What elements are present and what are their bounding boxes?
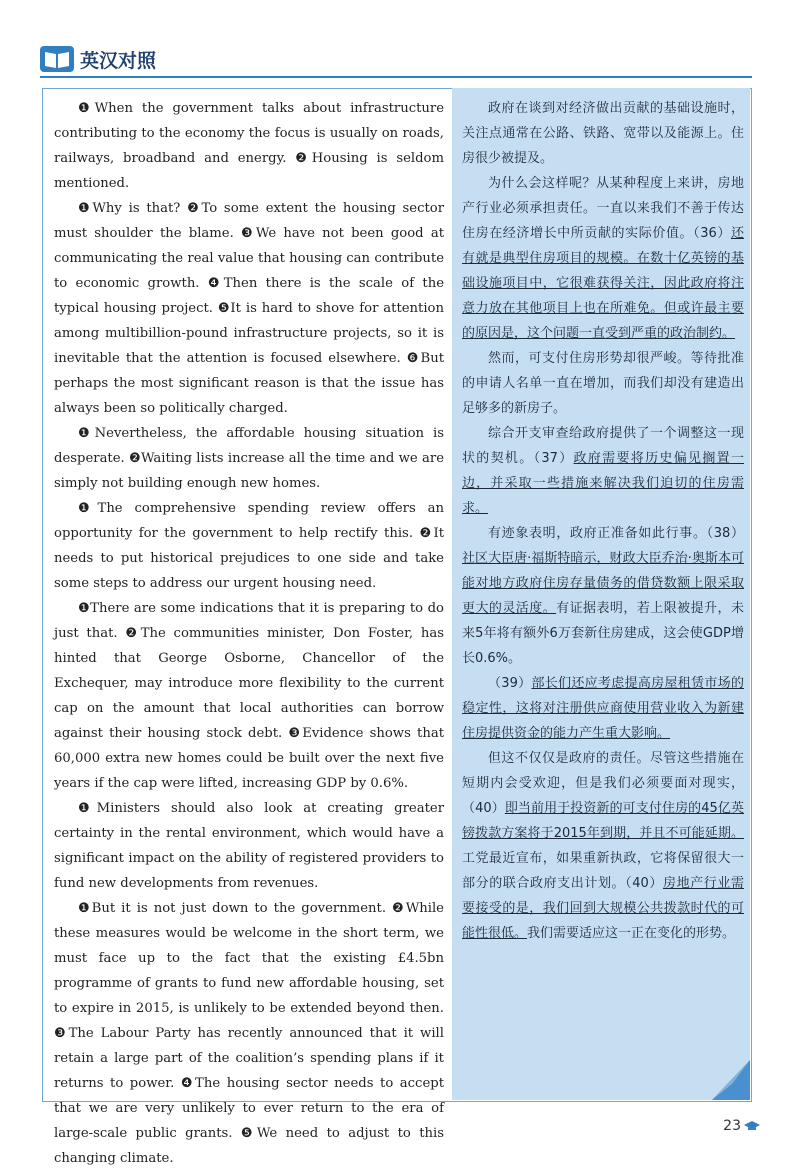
english-paragraph: ❶Nevertheless, the affordable housing situation is desperate. ❷Waiting lists increase all the time and we are simply not building enough new homes.	[54, 426, 444, 491]
page-title: 英汉对照	[80, 49, 157, 72]
english-paragraph: ❶But it is not just down to the government. ❷While these measures would be welcome in the short term, we must face up to the fact that the existing £4.5bn programme of grants to fund new affordable housing, set to expire in 2015, is unlikely to be extended beyond then. ❸The Labour Party has recently announced that it will retain a large part of the coalition’s spending plans if it returns to power. ❹The housing sector needs to accept that we are very unlikely to ever return to the era of large-scale public grants. ❺We need to adjust to this changing climate.	[54, 901, 444, 1166]
underlined-translation: 房地产行业需要接受的是，我们回到大规模公共拨款时代的可能性很低。	[462, 876, 744, 941]
chinese-column	[462, 96, 744, 946]
chinese-paragraph: 有迹象表明，政府正准备如此行事。（38）社区大臣唐·福斯特暗示，财政大臣乔治·奥斯本可能对地方政府住房存量债务的借贷数额上限采取更大的灵活度。有证据表明，若上限被提升，未来5年将有额外6万套新住房建成，这会使GDP增长0.6%。	[462, 526, 744, 666]
underlined-translation: 还有就是典型住房项目的规模。在数十亿英镑的基础设施项目中，它很难获得关注，因此政府将注意力放在其他项目上也在所难免。但或许最主要的原因是，这个问题一直受到严重的政治制约。	[462, 226, 744, 341]
english-paragraph: ❶Why is that? ❷To some extent the housing sector must shoulder the blame. ❸We have not been good at communicating the real value that housing can contribute to economic growth. ❹Then there is the scale of the typical housing project. ❺It is hard to shove for attention among multibillion-pound infrastructure projects, so it is inevitable that the attention is focused elsewhere. ❻But perhaps the most significant reason is that the issue has always been so politically charged.	[54, 201, 444, 416]
english-paragraph: ❶The comprehensive spending review offers an opportunity for the government to help rectify this. ❷It needs to put historical prejudices to one side and take some steps to address our urgent housing need.	[54, 501, 444, 591]
header-divider	[40, 76, 752, 78]
page-curl-decoration	[712, 1060, 750, 1100]
underlined-translation: 政府需要将历史偏见搁置一边，并采取一些措施来解决我们迫切的住房需求。	[462, 451, 744, 516]
page-number: 23	[723, 1118, 760, 1134]
chinese-paragraph: 但这不仅仅是政府的责任。尽管这些措施在短期内会受欢迎，但是我们必须要面对现实，（40）即当前用于投资新的可支付住房的45亿英镑拨款方案将于2015年到期，并且不可能延期。工党最近宣布，如果重新执政，它将保留很大一部分的联合政府支出计划。（40）房地产行业需要接受的是，我们回到大规模公共拨款时代的可能性很低。我们需要适应这一正在变化的形势。	[462, 751, 744, 941]
question-number: （36）	[693, 226, 731, 241]
question-number: （40）	[462, 801, 505, 816]
underlined-translation: 社区大臣唐·福斯特暗示，财政大臣乔治·奥斯本可能对地方政府住房存量债务的借贷数额上限采取更大的灵活度。	[462, 551, 744, 616]
question-number: （39）	[488, 676, 532, 691]
underlined-translation: 即当前用于投资新的可支付住房的45亿英镑拨款方案将于2015年到期，并且不可能延期。	[462, 801, 744, 841]
section-header	[40, 44, 156, 74]
question-number: （37）	[533, 451, 574, 466]
chinese-paragraph: 政府在谈到对经济做出贡献的基础设施时，关注点通常在公路、铁路、宽带以及能源上。住房很少被提及。	[462, 101, 744, 166]
chinese-paragraph: 然而，可支付住房形势却很严峻。等待批准的申请人名单一直在增加，而我们却没有建造出足够多的新房子。	[462, 351, 744, 416]
question-number: （40）	[625, 876, 663, 891]
book-icon	[40, 46, 74, 72]
chinese-paragraph: 为什么会这样呢？从某种程度上来讲，房地产行业必须承担责任。一直以来我们不善于传达住房在经济增长中所贡献的实际价值。（36）还有就是典型住房项目的规模。在数十亿英镑的基础设施项目中，它很难获得关注，因此政府将注意力放在其他项目上也在所难免。但或许最主要的原因是，这个问题一直受到严重的政治制约。	[462, 176, 744, 341]
english-paragraph: ❶There are some indications that it is preparing to do just that. ❷The communities minister, Don Foster, has hinted that George Osborne, Chancellor of the Exchequer, may introduce more flexibility to the current cap on the amount that local authorities can borrow against their housing stock debt. ❸Evidence shows that 60,000 extra new homes could be built over the next five years if the cap were lifted, increasing GDP by 0.6%.	[54, 601, 444, 791]
english-column	[54, 96, 444, 1171]
underlined-translation: 部长们还应考虑提高房屋租赁市场的稳定性，这将对注册供应商使用营业收入为新建住房提供资金的能力产生重大影响。	[462, 676, 744, 741]
question-number: （38）	[706, 526, 744, 541]
chinese-paragraph	[462, 671, 744, 746]
chinese-paragraph: 综合开支审查给政府提供了一个调整这一现状的契机。（37）政府需要将历史偏见搁置一边，并采取一些措施来解决我们迫切的住房需求。	[462, 426, 744, 516]
english-paragraph: ❶Ministers should also look at creating greater certainty in the rental environment, which would have a significant impact on the ability of registered providers to fund new developments from revenues.	[54, 801, 444, 891]
english-paragraph: ❶When the government talks about infrastructure contributing to the economy the focus is usually on roads, railways, broadband and energy. ❷Housing is seldom mentioned.	[54, 101, 444, 191]
graduation-cap-icon	[744, 1121, 760, 1131]
